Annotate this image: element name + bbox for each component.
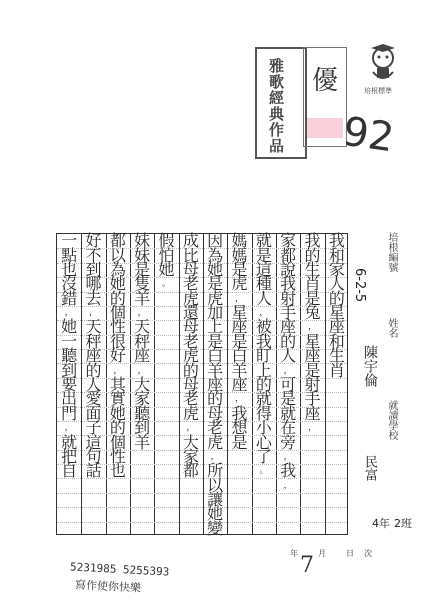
logo-caption: 培根標準 <box>364 87 392 95</box>
essay-char: 羊 <box>207 360 224 380</box>
footer-year: 年 <box>290 549 298 558</box>
essay-char: 人 <box>328 274 345 294</box>
essay-char: 白 <box>207 346 224 366</box>
essay-char: 好 <box>109 346 126 366</box>
essay-char: 是 <box>207 274 224 294</box>
essay-char: 上 <box>207 317 224 337</box>
essay-char: 虎 <box>207 288 224 308</box>
essay-char: ， <box>137 365 147 376</box>
essay-char: 的 <box>109 288 126 308</box>
essay-char: 就 <box>255 389 272 409</box>
school-label: 就讀學校 <box>386 400 397 440</box>
essay-char: 旁 <box>280 432 297 452</box>
essay-char: 的 <box>182 360 199 380</box>
essay-char: 一 <box>61 231 78 251</box>
essay-char: 的 <box>280 331 297 351</box>
essay-char: ， <box>113 365 123 376</box>
grid-column-line <box>154 234 155 534</box>
essay-char: 怕 <box>158 245 175 265</box>
essay-char: ， <box>64 308 74 319</box>
essay-char: 母 <box>207 403 224 423</box>
essay-char: 以 <box>109 245 126 265</box>
essay-char: 實 <box>109 389 126 409</box>
essay-char: 想 <box>231 418 248 438</box>
essay-char: 到 <box>134 418 151 438</box>
essay-char: 的 <box>207 389 224 409</box>
essay-char: 到 <box>85 259 102 279</box>
essay-char: 成 <box>182 231 199 251</box>
grade-mark: 優 <box>312 66 339 96</box>
essay-char: 所 <box>207 461 224 481</box>
essay-char: ， <box>259 308 269 319</box>
essay-char: 都 <box>109 231 126 251</box>
essay-char: 座 <box>134 346 151 366</box>
essay-char: 很 <box>109 331 126 351</box>
essay-char: ， <box>234 293 244 304</box>
essay-char: 和 <box>328 331 345 351</box>
award-stamp-text: 雅歌經典作品 <box>267 58 285 154</box>
footer-month: 月 <box>318 549 326 558</box>
essay-char: 為 <box>109 259 126 279</box>
essay-char: 座 <box>207 375 224 394</box>
essay-char: 把 <box>61 446 78 466</box>
essay-char: ， <box>283 480 293 491</box>
essay-char: 種 <box>255 274 272 294</box>
essay-char: 老 <box>182 274 199 294</box>
essay-char: 手 <box>280 303 297 323</box>
essay-char: 虎 <box>182 288 199 308</box>
essay-char: 座 <box>231 317 248 337</box>
essay-char: 性 <box>109 446 126 466</box>
essay-char: 天 <box>134 317 151 337</box>
code-label: 培根編號 <box>386 232 397 272</box>
essay-char: 錯 <box>61 288 78 308</box>
footer-day: 日 <box>346 549 354 558</box>
barcode-number: 5231985 5255393 <box>69 560 170 579</box>
essay-char: 的 <box>255 375 272 394</box>
mascot-logo-icon <box>365 44 401 84</box>
essay-char: 生 <box>304 259 321 279</box>
essay-char: ， <box>88 308 98 319</box>
essay-char: 一 <box>61 331 78 351</box>
essay-char: 秤 <box>85 331 102 351</box>
essay-char: 妹 <box>134 245 151 265</box>
essay-char: 這 <box>85 432 102 452</box>
essay-char: 生 <box>328 346 345 366</box>
essay-char: 還 <box>182 303 199 323</box>
essay-char: 要 <box>61 375 78 394</box>
grade-value: 4年 <box>372 517 390 530</box>
essay-char: 子 <box>85 418 102 438</box>
essay-char: 聽 <box>61 346 78 366</box>
essay-char: 都 <box>182 461 199 481</box>
essay-char: 虎 <box>182 346 199 366</box>
essay-char: 家 <box>182 446 199 466</box>
essay-char: 上 <box>255 360 272 380</box>
essay-char: 都 <box>280 245 297 265</box>
essay-char: ， <box>137 308 147 319</box>
essay-char: 和 <box>328 245 345 265</box>
essay-char: 其 <box>109 375 126 394</box>
essay-char: 是 <box>231 331 248 351</box>
essay-char: ， <box>186 423 196 434</box>
essay-char: 以 <box>207 475 224 495</box>
essay-char: 話 <box>85 461 102 481</box>
essay-char: ， <box>234 394 244 405</box>
essay-char: 座 <box>280 317 297 337</box>
code-value: 6-2-5 <box>352 268 367 303</box>
essay-char: 她 <box>61 317 78 337</box>
essay-char: 母 <box>182 259 199 279</box>
grid-row-line <box>57 493 347 494</box>
essay-char: 個 <box>109 303 126 323</box>
essay-char: 是 <box>231 432 248 452</box>
essay-char: 加 <box>207 303 224 323</box>
essay-char: 是 <box>231 259 248 279</box>
essay-char: 點 <box>61 245 78 265</box>
essay-char: 家 <box>328 259 345 279</box>
grid-column-line <box>276 234 277 534</box>
score: 92 <box>340 108 397 162</box>
class-value: 2班 <box>394 517 412 530</box>
grid-row-line <box>57 507 347 508</box>
essay-char: 虎 <box>182 403 199 423</box>
essay-char: 手 <box>304 389 321 409</box>
slogan: 寫作使你快樂 <box>74 578 142 595</box>
essay-char: 得 <box>255 403 272 423</box>
essay-char: 在 <box>280 418 297 438</box>
essay-char: 被 <box>255 317 272 337</box>
essay-char: 母 <box>182 317 199 337</box>
essay-char: 星 <box>328 303 345 323</box>
essay-char: 愛 <box>85 389 102 409</box>
essay-char: ， <box>210 451 220 462</box>
essay-char: 羊 <box>134 432 151 452</box>
grid-column-line <box>300 234 301 534</box>
essay-char: ， <box>307 322 317 333</box>
essay-char: ， <box>283 365 293 376</box>
essay-char: 人 <box>280 346 297 366</box>
essay-char: 就 <box>61 432 78 452</box>
grid-column-line <box>325 234 326 534</box>
essay-char: 聽 <box>134 403 151 423</box>
essay-char: 是 <box>304 288 321 308</box>
essay-char: 也 <box>61 259 78 279</box>
page-number: 7 <box>300 553 314 578</box>
essay-char: 盯 <box>255 346 272 366</box>
essay-char: 我 <box>280 274 297 294</box>
essay-char: 大 <box>182 432 199 452</box>
grid-column-line <box>130 234 131 534</box>
essay-char: 的 <box>85 360 102 380</box>
essay-char: 秤 <box>134 331 151 351</box>
essay-char: 座 <box>304 403 321 423</box>
essay-char: ， <box>307 423 317 434</box>
essay-char: 虎 <box>231 274 248 294</box>
essay-char: 出 <box>61 389 78 409</box>
essay-char: 哪 <box>85 274 102 294</box>
essay-char: 星 <box>231 303 248 323</box>
grid-column-line <box>106 234 107 534</box>
essay-char: ， <box>283 451 293 462</box>
grid-column-line <box>227 234 228 534</box>
essay-char: 沒 <box>61 274 78 294</box>
essay-char: 我 <box>255 331 272 351</box>
essay-char: 我 <box>328 231 345 251</box>
essay-char: 也 <box>109 461 126 481</box>
footer-seq: 次 <box>364 549 372 558</box>
essay-char: 面 <box>85 403 102 423</box>
essay-char: 白 <box>231 346 248 366</box>
essay-char: 肖 <box>328 360 345 380</box>
essay-char: 兔 <box>304 303 321 323</box>
essay-char: 性 <box>109 317 126 337</box>
essay-char: 老 <box>182 389 199 409</box>
essay-char: 虎 <box>207 432 224 452</box>
essay-char: 就 <box>280 403 297 423</box>
essay-char: 隻 <box>134 274 151 294</box>
essay-char: 座 <box>328 317 345 337</box>
grid-column-line <box>81 234 82 534</box>
essay-char: 家 <box>280 231 297 251</box>
essay-char: 人 <box>255 288 272 308</box>
essay-char: 人 <box>85 375 102 394</box>
essay-char: 羊 <box>231 360 248 380</box>
essay-char: 她 <box>207 504 224 524</box>
essay-char: 老 <box>207 418 224 438</box>
essay-char: 去 <box>85 288 102 308</box>
essay-char: 門 <box>61 403 78 423</box>
essay-char: 因 <box>207 231 224 251</box>
essay-char: 的 <box>109 418 126 438</box>
name-value: 陳宇倫 <box>362 345 378 387</box>
essay-char: 說 <box>280 259 297 279</box>
essay-char: 肖 <box>304 274 321 294</box>
essay-char: 羊 <box>134 288 151 308</box>
essay-char: 是 <box>134 259 151 279</box>
essay-char: 好 <box>85 231 102 251</box>
grade-highlight <box>307 118 343 138</box>
essay-char: 心 <box>255 432 272 452</box>
essay-char: 我 <box>231 403 248 423</box>
essay-char: 是 <box>207 331 224 351</box>
name-label: 姓名 <box>386 318 397 338</box>
essay-char: 媽 <box>231 231 248 251</box>
essay-char: 母 <box>182 375 199 394</box>
essay-char: 到 <box>61 360 78 380</box>
essay-char: 不 <box>85 245 102 265</box>
essay-char: 假 <box>158 231 175 251</box>
essay-char: 。 <box>161 279 171 290</box>
essay-char: 射 <box>304 375 321 394</box>
essay-char: 座 <box>231 375 248 394</box>
school-value: 民富 <box>362 455 377 481</box>
essay-char: 星 <box>304 331 321 351</box>
essay-char: 她 <box>109 403 126 423</box>
essay-char: 座 <box>304 346 321 366</box>
essay-char: 她 <box>158 259 175 279</box>
essay-char: 是 <box>304 360 321 380</box>
essay-char: 大 <box>134 375 151 394</box>
essay-char: 自 <box>61 461 78 481</box>
essay-char: 老 <box>182 331 199 351</box>
essay-char: 我 <box>304 231 321 251</box>
essay-char: 她 <box>207 259 224 279</box>
essay-char: 讓 <box>207 490 224 510</box>
essay-char: 就 <box>255 231 272 251</box>
essay-char: 比 <box>182 245 199 265</box>
essay-char: 的 <box>304 245 321 265</box>
essay-char: 媽 <box>231 245 248 265</box>
grid-column-line <box>252 234 253 534</box>
essay-char: 句 <box>85 446 102 466</box>
essay-char: 家 <box>134 389 151 409</box>
grid-row-line <box>57 522 347 523</box>
essay-char: 變 <box>207 518 224 538</box>
essay-char: 個 <box>109 432 126 452</box>
essay-char: 為 <box>207 245 224 265</box>
essay-char: 是 <box>280 389 297 409</box>
essay-char: 小 <box>255 418 272 438</box>
essay-char: 我 <box>280 461 297 481</box>
essay-char: 。 <box>259 466 269 477</box>
essay-char: 這 <box>255 259 272 279</box>
essay-char: 座 <box>85 346 102 366</box>
essay-char: 她 <box>109 274 126 294</box>
essay-char: 妹 <box>134 231 151 251</box>
essay-char: 了 <box>255 446 272 466</box>
composition-grid <box>56 231 348 538</box>
essay-char: 的 <box>328 288 345 308</box>
essay-char: 天 <box>85 317 102 337</box>
essay-char: 可 <box>280 375 297 394</box>
grid-column-line <box>179 234 180 534</box>
grid-column-line <box>203 234 204 534</box>
essay-char: ， <box>64 423 74 434</box>
essay-char: 射 <box>280 288 297 308</box>
essay-char: 是 <box>255 245 272 265</box>
